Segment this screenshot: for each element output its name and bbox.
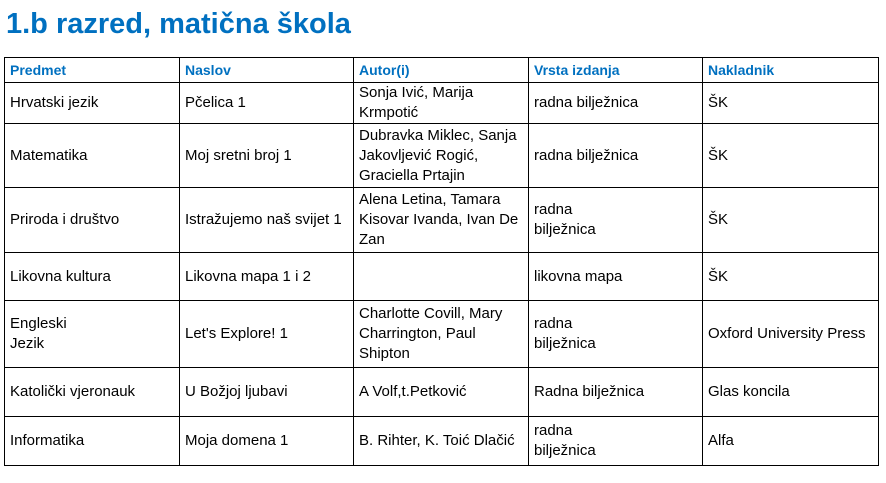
cell-autori (354, 253, 529, 301)
cell-predmet: Informatika (5, 417, 180, 466)
cell-autori: B. Rihter, K. Toić Dlačić (354, 417, 529, 466)
cell-nakladnik: Oxford University Press (703, 301, 879, 368)
cell-naslov: Moj sretni broj 1 (180, 124, 354, 188)
column-header-predmet: Predmet (5, 58, 180, 83)
cell-nakladnik: ŠK (703, 83, 879, 124)
table-row (5, 368, 879, 417)
cell-naslov: Likovna mapa 1 i 2 (180, 253, 354, 301)
cell-naslov: U Božjoj ljubavi (180, 368, 354, 417)
cell-vrsta-izdanja: radna bilježnica (529, 417, 703, 466)
cell-nakladnik: Alfa (703, 417, 879, 466)
cell-nakladnik: ŠK (703, 188, 879, 253)
cell-predmet: Engleski Jezik (5, 301, 180, 368)
column-header-naslov: Naslov (180, 58, 354, 83)
cell-nakladnik: ŠK (703, 124, 879, 188)
table-row (5, 417, 879, 466)
cell-vrsta-izdanja: radna bilježnica (529, 188, 703, 253)
cell-naslov: Moja domena 1 (180, 417, 354, 466)
table-row (5, 124, 879, 188)
cell-autori: Dubravka Miklec, Sanja Jakovljević Rogić, Graciella Prtajin (354, 124, 529, 188)
cell-nakladnik: ŠK (703, 253, 879, 301)
table-header-row (5, 58, 879, 83)
cell-predmet: Priroda i društvo (5, 188, 180, 253)
cell-predmet: Matematika (5, 124, 180, 188)
cell-vrsta-izdanja: radna bilježnica (529, 301, 703, 368)
cell-predmet: Likovna kultura (5, 253, 180, 301)
page-title: 1.b razred, matična škola (6, 8, 351, 40)
table-row (5, 188, 879, 253)
cell-vrsta-izdanja: radna bilježnica (529, 124, 703, 188)
cell-autori: A Volf,t.Petković (354, 368, 529, 417)
column-header-nakladnik: Nakladnik (703, 58, 879, 83)
cell-autori: Alena Letina, Tamara Kisovar Ivanda, Ivan De Zan (354, 188, 529, 253)
cell-vrsta-izdanja: radna bilježnica (529, 83, 703, 124)
cell-vrsta-izdanja: likovna mapa (529, 253, 703, 301)
cell-naslov: Let's Explore! 1 (180, 301, 354, 368)
table-row (5, 83, 879, 124)
cell-autori: Sonja Ivić, Marija Krmpotić (354, 83, 529, 124)
cell-predmet: Katolički vjeronauk (5, 368, 180, 417)
cell-autori: Charlotte Covill, Mary Charrington, Paul Shipton (354, 301, 529, 368)
textbook-table (4, 57, 879, 466)
column-header-autori: Autor(i) (354, 58, 529, 83)
cell-predmet: Hrvatski jezik (5, 83, 180, 124)
cell-vrsta-izdanja: Radna bilježnica (529, 368, 703, 417)
table-row (5, 253, 879, 301)
cell-naslov: Pčelica 1 (180, 83, 354, 124)
cell-nakladnik: Glas koncila (703, 368, 879, 417)
column-header-vrsta-izdanja: Vrsta izdanja (529, 58, 703, 83)
table-row (5, 301, 879, 368)
cell-naslov: Istražujemo naš svijet 1 (180, 188, 354, 253)
